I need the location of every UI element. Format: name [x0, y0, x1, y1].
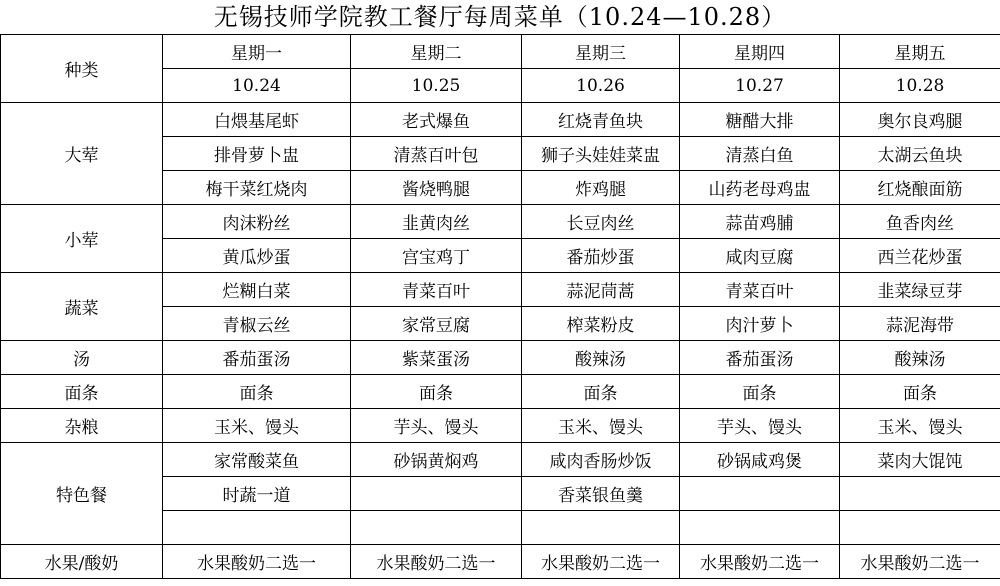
dish-cell: 烂糊白菜: [163, 273, 351, 307]
dish-cell: 芋头、馒头: [351, 409, 522, 443]
dish-cell: 玉米、馒头: [522, 409, 680, 443]
dish-cell: 排骨萝卜盅: [163, 137, 351, 171]
dish-cell: 青椒云丝: [163, 307, 351, 341]
menu-row: [1, 273, 1000, 307]
dish-cell: 青菜百叶: [351, 273, 522, 307]
menu-row: [1, 341, 1000, 375]
date-header-cell: 10.24: [163, 69, 351, 103]
dish-cell: 面条: [351, 375, 522, 409]
dish-cell: 玉米、馒头: [163, 409, 351, 443]
dish-cell: [840, 477, 1000, 511]
dish-cell: 砂锅黄焖鸡: [351, 443, 522, 477]
dish-cell: 糖醋大排: [680, 103, 840, 137]
dish-cell: 炸鸡腿: [522, 171, 680, 205]
dish-cell: 长豆肉丝: [522, 205, 680, 239]
dish-cell: 蒜苗鸡脯: [680, 205, 840, 239]
dish-cell: 老式爆鱼: [351, 103, 522, 137]
menu-row: [1, 375, 1000, 409]
menu-row: [1, 409, 1000, 443]
dish-cell: 酸辣汤: [522, 341, 680, 375]
date-header-cell: 10.28: [840, 69, 1000, 103]
dish-cell: [163, 511, 351, 545]
category-cell: 大荤: [1, 103, 163, 205]
dish-cell: 黄瓜炒蛋: [163, 239, 351, 273]
dish-cell: 番茄蛋汤: [680, 341, 840, 375]
category-cell: 杂粮: [1, 409, 163, 443]
dish-cell: 酱烧鸭腿: [351, 171, 522, 205]
dish-cell: 咸肉香肠炒饭: [522, 443, 680, 477]
dish-cell: 面条: [163, 375, 351, 409]
dish-cell: [680, 477, 840, 511]
dish-cell: 奥尔良鸡腿: [840, 103, 1000, 137]
dish-cell: 青菜百叶: [680, 273, 840, 307]
weekly-menu-table: [0, 34, 1000, 579]
dish-cell: 芋头、馒头: [680, 409, 840, 443]
category-cell: 特色餐: [1, 443, 163, 545]
dish-cell: 鱼香肉丝: [840, 205, 1000, 239]
category-cell: 面条: [1, 375, 163, 409]
dish-cell: 家常酸菜鱼: [163, 443, 351, 477]
dish-cell: 红烧酿面筋: [840, 171, 1000, 205]
dish-cell: 家常豆腐: [351, 307, 522, 341]
dish-cell: 肉汁萝卜: [680, 307, 840, 341]
dish-cell: 蒜泥茼蒿: [522, 273, 680, 307]
dish-cell: 时蔬一道: [163, 477, 351, 511]
dish-cell: 砂锅咸鸡煲: [680, 443, 840, 477]
dish-cell: [840, 511, 1000, 545]
category-header-cell: 种类: [1, 35, 163, 103]
dish-cell: 蒜泥海带: [840, 307, 1000, 341]
dish-cell: [351, 477, 522, 511]
category-cell: 小荤: [1, 205, 163, 273]
dish-cell: 清蒸百叶包: [351, 137, 522, 171]
weekday-header-cell: 星期五: [840, 35, 1000, 69]
dish-cell: 香菜银鱼羹: [522, 477, 680, 511]
weekday-header-cell: 星期四: [680, 35, 840, 69]
dish-cell: 太湖云鱼块: [840, 137, 1000, 171]
date-header-cell: 10.25: [351, 69, 522, 103]
dish-cell: 水果酸奶二选一: [351, 545, 522, 579]
dish-cell: 咸肉豆腐: [680, 239, 840, 273]
dish-cell: 面条: [680, 375, 840, 409]
dish-cell: 韭菜绿豆芽: [840, 273, 1000, 307]
dish-cell: 菜肉大馄饨: [840, 443, 1000, 477]
dish-cell: 紫菜蛋汤: [351, 341, 522, 375]
dish-cell: 肉沫粉丝: [163, 205, 351, 239]
dish-cell: 番茄炒蛋: [522, 239, 680, 273]
date-header-cell: 10.26: [522, 69, 680, 103]
weekday-header-row: [1, 35, 1000, 69]
dish-cell: 水果酸奶二选一: [840, 545, 1000, 579]
dish-cell: 西兰花炒蛋: [840, 239, 1000, 273]
dish-cell: 榨菜粉皮: [522, 307, 680, 341]
dish-cell: [522, 511, 680, 545]
dish-cell: [351, 511, 522, 545]
dish-cell: [680, 511, 840, 545]
menu-title: 无锡技师学院教工餐厅每周菜单（10.24—10.28）: [213, 3, 787, 31]
dish-cell: 玉米、馒头: [840, 409, 1000, 443]
dish-cell: 红烧青鱼块: [522, 103, 680, 137]
category-cell: 蔬菜: [1, 273, 163, 341]
dish-cell: 韭黄肉丝: [351, 205, 522, 239]
dish-cell: 白煨基尾虾: [163, 103, 351, 137]
dish-cell: 面条: [522, 375, 680, 409]
weekday-header-cell: 星期二: [351, 35, 522, 69]
category-cell: 汤: [1, 341, 163, 375]
menu-row: [1, 103, 1000, 137]
dish-cell: 梅干菜红烧肉: [163, 171, 351, 205]
dish-cell: 水果酸奶二选一: [163, 545, 351, 579]
menu-row: [1, 205, 1000, 239]
dish-cell: 面条: [840, 375, 1000, 409]
dish-cell: 山药老母鸡盅: [680, 171, 840, 205]
category-cell: 水果/酸奶: [1, 545, 163, 579]
dish-cell: 水果酸奶二选一: [680, 545, 840, 579]
dish-cell: 狮子头娃娃菜盅: [522, 137, 680, 171]
dish-cell: 酸辣汤: [840, 341, 1000, 375]
dish-cell: 宫宝鸡丁: [351, 239, 522, 273]
weekday-header-cell: 星期三: [522, 35, 680, 69]
menu-row: [1, 545, 1000, 579]
weekday-header-cell: 星期一: [163, 35, 351, 69]
menu-row: [1, 443, 1000, 477]
dish-cell: 番茄蛋汤: [163, 341, 351, 375]
date-header-cell: 10.27: [680, 69, 840, 103]
dish-cell: 水果酸奶二选一: [522, 545, 680, 579]
dish-cell: 清蒸白鱼: [680, 137, 840, 171]
